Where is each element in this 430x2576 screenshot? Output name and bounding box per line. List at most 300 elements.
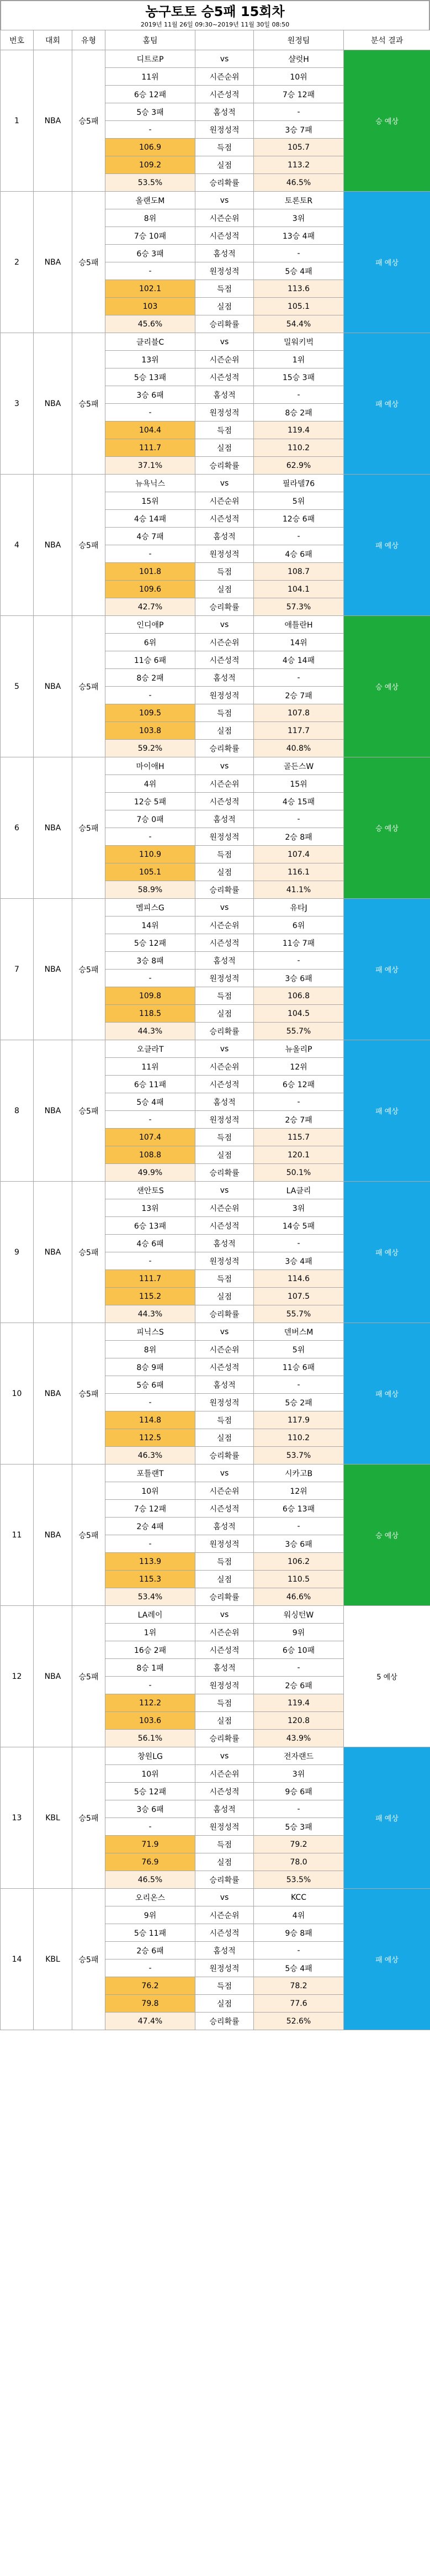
away-record: 11승 7패: [254, 934, 344, 952]
league: NBA: [34, 1040, 72, 1182]
away-away-record: 5승 4패: [254, 262, 344, 280]
away-team: 필라델76: [254, 475, 344, 492]
result-badge: 승 예상: [344, 616, 430, 757]
home-win-prob: 46.3%: [105, 1447, 195, 1465]
home-home-record: 4승 6패: [105, 1235, 195, 1252]
away-team: 워싱턴W: [254, 1606, 344, 1624]
label-away-record: 원정성적: [195, 1111, 254, 1129]
home-team: 디트로P: [105, 50, 195, 68]
away-team: 밀워키벅: [254, 333, 344, 351]
result-badge: 패 예상: [344, 899, 430, 1040]
away-home-record: -: [254, 528, 344, 545]
label-win-prob: 승리확률: [195, 2013, 254, 2030]
table-row: [1, 1747, 430, 1765]
away-rank: 9위: [254, 1624, 344, 1641]
away-points: 115.7: [254, 1129, 344, 1146]
home-win-prob: 53.5%: [105, 174, 195, 192]
label-record: 시즌성적: [195, 934, 254, 952]
bet-type: 승5패: [72, 1465, 105, 1606]
game-number: 8: [1, 1040, 34, 1182]
home-points: 111.7: [105, 1270, 195, 1288]
home-win-prob: 53.4%: [105, 1588, 195, 1606]
home-points: 102.1: [105, 280, 195, 298]
home-team: 클리블C: [105, 333, 195, 351]
home-away-record: -: [105, 545, 195, 563]
home-record: 6승 13패: [105, 1217, 195, 1235]
label-win-prob: 승리확률: [195, 457, 254, 475]
home-points: 106.9: [105, 139, 195, 156]
home-points: 107.4: [105, 1129, 195, 1146]
label-points: 득점: [195, 139, 254, 156]
label-home-record: 홈성적: [195, 528, 254, 545]
label-allowed: 실점: [195, 1571, 254, 1588]
label-points: 득점: [195, 1836, 254, 1853]
away-win-prob: 54.4%: [254, 315, 344, 333]
label-away-record: 원정성적: [195, 1818, 254, 1836]
away-points: 79.2: [254, 1836, 344, 1853]
label-allowed: 실점: [195, 156, 254, 174]
home-team: 포틀랜T: [105, 1465, 195, 1482]
away-allowed: 104.1: [254, 581, 344, 598]
home-record: 7승 10패: [105, 227, 195, 245]
away-allowed: 104.5: [254, 1005, 344, 1023]
label-record: 시즌성적: [195, 1641, 254, 1659]
label-points: 득점: [195, 1694, 254, 1712]
game-number: 13: [1, 1747, 34, 1889]
away-record: 7승 12패: [254, 86, 344, 103]
header-number: 번호: [1, 30, 34, 50]
label-points: 득점: [195, 846, 254, 863]
result-badge: 5 예상: [344, 1606, 430, 1747]
home-allowed: 109.2: [105, 156, 195, 174]
label-win-prob: 승리확률: [195, 740, 254, 757]
home-win-prob: 44.3%: [105, 1023, 195, 1040]
home-allowed: 118.5: [105, 1005, 195, 1023]
away-team: 전자랜드: [254, 1747, 344, 1765]
away-away-record: 3승 4패: [254, 1252, 344, 1270]
title-bar: [0, 0, 430, 30]
label-rank: 시즌순위: [195, 1906, 254, 1924]
away-win-prob: 43.9%: [254, 1730, 344, 1747]
home-allowed: 105.1: [105, 863, 195, 881]
away-points: 78.2: [254, 1977, 344, 1995]
bet-type: 승5패: [72, 1747, 105, 1889]
table-row: [1, 1182, 430, 1199]
away-win-prob: 62.9%: [254, 457, 344, 475]
league: NBA: [34, 1465, 72, 1606]
away-home-record: -: [254, 1800, 344, 1818]
home-team: 올랜도M: [105, 192, 195, 209]
label-allowed: 실점: [195, 1995, 254, 2013]
away-win-prob: 55.7%: [254, 1023, 344, 1040]
home-win-prob: 44.3%: [105, 1305, 195, 1323]
home-away-record: -: [105, 1111, 195, 1129]
home-allowed: 103: [105, 298, 195, 315]
away-win-prob: 53.5%: [254, 1871, 344, 1889]
league: NBA: [34, 50, 72, 192]
away-team: KCC: [254, 1889, 344, 1906]
label-allowed: 실점: [195, 1005, 254, 1023]
home-record: 6승 11패: [105, 1076, 195, 1093]
away-record: 4승 14패: [254, 651, 344, 669]
label-record: 시즌성적: [195, 1076, 254, 1093]
label-rank: 시즌순위: [195, 1624, 254, 1641]
home-win-prob: 45.6%: [105, 315, 195, 333]
away-win-prob: 53.7%: [254, 1447, 344, 1465]
label-record: 시즌성적: [195, 1358, 254, 1376]
home-win-prob: 58.9%: [105, 881, 195, 899]
label-win-prob: 승리확률: [195, 1164, 254, 1182]
home-away-record: -: [105, 1818, 195, 1836]
label-record: 시즌성적: [195, 368, 254, 386]
header-result: 분석 결과: [344, 30, 430, 50]
away-away-record: 2승 7패: [254, 1111, 344, 1129]
away-team: 샬럿H: [254, 50, 344, 68]
away-rank: 3위: [254, 1765, 344, 1783]
label-rank: 시즌순위: [195, 492, 254, 510]
label-home-record: 홈성적: [195, 669, 254, 687]
bet-type: 승5패: [72, 192, 105, 333]
league: KBL: [34, 1889, 72, 2030]
label-home-record: 홈성적: [195, 386, 254, 404]
home-points: 109.8: [105, 987, 195, 1005]
away-home-record: -: [254, 810, 344, 828]
result-badge: 패 예상: [344, 1747, 430, 1889]
label-away-record: 원정성적: [195, 262, 254, 280]
label-rank: 시즌순위: [195, 351, 254, 368]
home-rank: 13위: [105, 1199, 195, 1217]
away-rank: 3위: [254, 1199, 344, 1217]
away-record: 11승 6패: [254, 1358, 344, 1376]
away-points: 106.8: [254, 987, 344, 1005]
away-points: 114.6: [254, 1270, 344, 1288]
bet-type: 승5패: [72, 1323, 105, 1465]
bet-type: 승5패: [72, 1606, 105, 1747]
table-row: [1, 899, 430, 916]
label-rank: 시즌순위: [195, 916, 254, 934]
away-allowed: 117.7: [254, 722, 344, 740]
away-record: 15승 3패: [254, 368, 344, 386]
away-allowed: 77.6: [254, 1995, 344, 2013]
away-allowed: 78.0: [254, 1853, 344, 1871]
away-team: 덴버스M: [254, 1323, 344, 1341]
home-win-prob: 56.1%: [105, 1730, 195, 1747]
home-allowed: 76.9: [105, 1853, 195, 1871]
table-row: [1, 1889, 430, 1906]
home-home-record: 5승 3패: [105, 103, 195, 121]
away-away-record: 3승 7패: [254, 121, 344, 139]
home-rank: 10위: [105, 1765, 195, 1783]
game-number: 9: [1, 1182, 34, 1323]
result-badge: 패 예상: [344, 1182, 430, 1323]
away-points: 113.6: [254, 280, 344, 298]
label-points: 득점: [195, 1411, 254, 1429]
label-rank: 시즌순위: [195, 1199, 254, 1217]
table-header: [1, 30, 430, 50]
home-home-record: 7승 0패: [105, 810, 195, 828]
label-points: 득점: [195, 1553, 254, 1571]
label-record: 시즌성적: [195, 1217, 254, 1235]
away-allowed: 110.2: [254, 1429, 344, 1447]
game-number: 14: [1, 1889, 34, 2030]
label-points: 득점: [195, 422, 254, 439]
table-row: [1, 192, 430, 209]
away-home-record: -: [254, 1376, 344, 1394]
away-home-record: -: [254, 1235, 344, 1252]
home-away-record: -: [105, 1535, 195, 1553]
league: NBA: [34, 899, 72, 1040]
away-win-prob: 46.6%: [254, 1588, 344, 1606]
home-rank: 11위: [105, 1058, 195, 1076]
label-rank: 시즌순위: [195, 1058, 254, 1076]
home-allowed: 111.7: [105, 439, 195, 457]
away-win-prob: 57.3%: [254, 598, 344, 616]
home-home-record: 5승 6패: [105, 1376, 195, 1394]
away-points: 105.7: [254, 139, 344, 156]
home-win-prob: 46.5%: [105, 1871, 195, 1889]
label-record: 시즌성적: [195, 510, 254, 528]
label-away-record: 원정성적: [195, 1959, 254, 1977]
home-record: 5승 12패: [105, 934, 195, 952]
home-points: 104.4: [105, 422, 195, 439]
label-home-record: 홈성적: [195, 952, 254, 970]
result-badge: 패 예상: [344, 192, 430, 333]
header-league: 대회: [34, 30, 72, 50]
label-home-record: 홈성적: [195, 1659, 254, 1677]
away-team: 뉴올리P: [254, 1040, 344, 1058]
home-points: 112.2: [105, 1694, 195, 1712]
home-allowed: 79.8: [105, 1995, 195, 2013]
away-rank: 4위: [254, 1906, 344, 1924]
home-rank: 13위: [105, 351, 195, 368]
header-middle: [195, 30, 254, 50]
result-badge: 패 예상: [344, 1889, 430, 2030]
away-rank: 6위: [254, 916, 344, 934]
label-allowed: 실점: [195, 439, 254, 457]
home-team: 뉴욕닉스: [105, 475, 195, 492]
away-record: 4승 15패: [254, 793, 344, 810]
game-number: 1: [1, 50, 34, 192]
away-record: 13승 4패: [254, 227, 344, 245]
home-team: 오클라T: [105, 1040, 195, 1058]
home-record: 5승 12패: [105, 1783, 195, 1800]
label-win-prob: 승리확률: [195, 315, 254, 333]
label-record: 시즌성적: [195, 86, 254, 103]
game-table: [0, 30, 430, 2030]
game-number: 11: [1, 1465, 34, 1606]
label-rank: 시즌순위: [195, 775, 254, 793]
home-rank: 11위: [105, 68, 195, 86]
result-badge: 승 예상: [344, 757, 430, 899]
league: NBA: [34, 1182, 72, 1323]
home-away-record: -: [105, 970, 195, 987]
bet-type: 승5패: [72, 899, 105, 1040]
away-record: 6승 10패: [254, 1641, 344, 1659]
home-team: LA레이: [105, 1606, 195, 1624]
home-record: 7승 12패: [105, 1500, 195, 1518]
home-rank: 1위: [105, 1624, 195, 1641]
home-win-prob: 37.1%: [105, 457, 195, 475]
header-home: 홈팀: [105, 30, 195, 50]
label-win-prob: 승리확률: [195, 598, 254, 616]
label-record: 시즌성적: [195, 1500, 254, 1518]
away-rank: 15위: [254, 775, 344, 793]
away-home-record: -: [254, 669, 344, 687]
table-row: [1, 1465, 430, 1482]
home-points: 76.2: [105, 1977, 195, 1995]
label-home-record: 홈성적: [195, 1518, 254, 1535]
away-allowed: 105.1: [254, 298, 344, 315]
away-away-record: 5승 2패: [254, 1394, 344, 1411]
home-away-record: -: [105, 1677, 195, 1694]
away-rank: 14위: [254, 634, 344, 651]
away-home-record: -: [254, 103, 344, 121]
label-rank: 시즌순위: [195, 1482, 254, 1500]
away-win-prob: 40.8%: [254, 740, 344, 757]
label-home-record: 홈성적: [195, 1093, 254, 1111]
label-team: vs: [195, 1889, 254, 1906]
label-rank: 시즌순위: [195, 209, 254, 227]
away-team: 시카고B: [254, 1465, 344, 1482]
label-points: 득점: [195, 280, 254, 298]
label-away-record: 원정성적: [195, 687, 254, 704]
away-record: 6승 13패: [254, 1500, 344, 1518]
home-rank: 6위: [105, 634, 195, 651]
home-record: 5승 13패: [105, 368, 195, 386]
league: NBA: [34, 757, 72, 899]
table-body: [1, 50, 430, 2030]
label-team: vs: [195, 1323, 254, 1341]
label-team: vs: [195, 1182, 254, 1199]
label-win-prob: 승리확률: [195, 1871, 254, 1889]
away-points: 107.8: [254, 704, 344, 722]
away-allowed: 110.5: [254, 1571, 344, 1588]
label-win-prob: 승리확률: [195, 1730, 254, 1747]
label-team: vs: [195, 616, 254, 634]
away-win-prob: 41.1%: [254, 881, 344, 899]
table-row: [1, 333, 430, 351]
label-away-record: 원정성적: [195, 121, 254, 139]
away-rank: 5위: [254, 1341, 344, 1358]
home-allowed: 103.8: [105, 722, 195, 740]
label-points: 득점: [195, 1977, 254, 1995]
bet-type: 승5패: [72, 757, 105, 899]
away-home-record: -: [254, 1659, 344, 1677]
away-away-record: 8승 2패: [254, 404, 344, 422]
game-number: 7: [1, 899, 34, 1040]
home-points: 101.8: [105, 563, 195, 581]
away-allowed: 120.1: [254, 1146, 344, 1164]
home-allowed: 108.8: [105, 1146, 195, 1164]
label-allowed: 실점: [195, 1853, 254, 1871]
result-badge: 패 예상: [344, 1323, 430, 1465]
away-win-prob: 50.1%: [254, 1164, 344, 1182]
home-away-record: -: [105, 262, 195, 280]
game-number: 2: [1, 192, 34, 333]
home-team: 멤피스G: [105, 899, 195, 916]
label-team: vs: [195, 1465, 254, 1482]
label-allowed: 실점: [195, 581, 254, 598]
game-number: 5: [1, 616, 34, 757]
table-row: [1, 616, 430, 634]
home-home-record: 8승 2패: [105, 669, 195, 687]
home-rank: 15위: [105, 492, 195, 510]
away-rank: 12위: [254, 1058, 344, 1076]
home-record: 16승 2패: [105, 1641, 195, 1659]
label-record: 시즌성적: [195, 1783, 254, 1800]
home-points: 114.8: [105, 1411, 195, 1429]
away-record: 12승 6패: [254, 510, 344, 528]
home-win-prob: 47.4%: [105, 2013, 195, 2030]
away-points: 119.4: [254, 422, 344, 439]
away-win-prob: 55.7%: [254, 1305, 344, 1323]
league: NBA: [34, 1323, 72, 1465]
label-rank: 시즌순위: [195, 1341, 254, 1358]
label-team: vs: [195, 757, 254, 775]
label-home-record: 홈성적: [195, 1800, 254, 1818]
table-row: [1, 1323, 430, 1341]
home-record: 8승 9패: [105, 1358, 195, 1376]
label-team: vs: [195, 899, 254, 916]
away-win-prob: 52.6%: [254, 2013, 344, 2030]
label-team: vs: [195, 1040, 254, 1058]
away-allowed: 113.2: [254, 156, 344, 174]
home-away-record: -: [105, 828, 195, 846]
away-away-record: 2승 7패: [254, 687, 344, 704]
home-win-prob: 49.9%: [105, 1164, 195, 1182]
away-home-record: -: [254, 1093, 344, 1111]
label-home-record: 홈성적: [195, 245, 254, 262]
home-points: 71.9: [105, 1836, 195, 1853]
label-away-record: 원정성적: [195, 1677, 254, 1694]
away-points: 117.9: [254, 1411, 344, 1429]
away-allowed: 116.1: [254, 863, 344, 881]
label-allowed: 실점: [195, 1429, 254, 1447]
away-points: 106.2: [254, 1553, 344, 1571]
away-record: 9승 8패: [254, 1924, 344, 1942]
bet-type: 승5패: [72, 50, 105, 192]
home-away-record: -: [105, 121, 195, 139]
label-win-prob: 승리확률: [195, 881, 254, 899]
label-home-record: 홈성적: [195, 1942, 254, 1959]
game-number: 6: [1, 757, 34, 899]
home-away-record: -: [105, 1394, 195, 1411]
home-home-record: 8승 1패: [105, 1659, 195, 1677]
away-rank: 3위: [254, 209, 344, 227]
league: NBA: [34, 475, 72, 616]
bet-type: 승5패: [72, 616, 105, 757]
away-team: 골든스W: [254, 757, 344, 775]
away-away-record: 3승 6패: [254, 1535, 344, 1553]
home-points: 110.9: [105, 846, 195, 863]
label-away-record: 원정성적: [195, 1394, 254, 1411]
league: KBL: [34, 1747, 72, 1889]
home-away-record: -: [105, 1252, 195, 1270]
away-rank: 1위: [254, 351, 344, 368]
label-team: vs: [195, 1747, 254, 1765]
home-team: 피닉스S: [105, 1323, 195, 1341]
label-allowed: 실점: [195, 298, 254, 315]
away-allowed: 120.8: [254, 1712, 344, 1730]
label-points: 득점: [195, 1270, 254, 1288]
away-home-record: -: [254, 386, 344, 404]
label-points: 득점: [195, 987, 254, 1005]
label-win-prob: 승리확률: [195, 1447, 254, 1465]
label-win-prob: 승리확률: [195, 1588, 254, 1606]
home-win-prob: 42.7%: [105, 598, 195, 616]
home-record: 6승 12패: [105, 86, 195, 103]
table-row: [1, 1040, 430, 1058]
